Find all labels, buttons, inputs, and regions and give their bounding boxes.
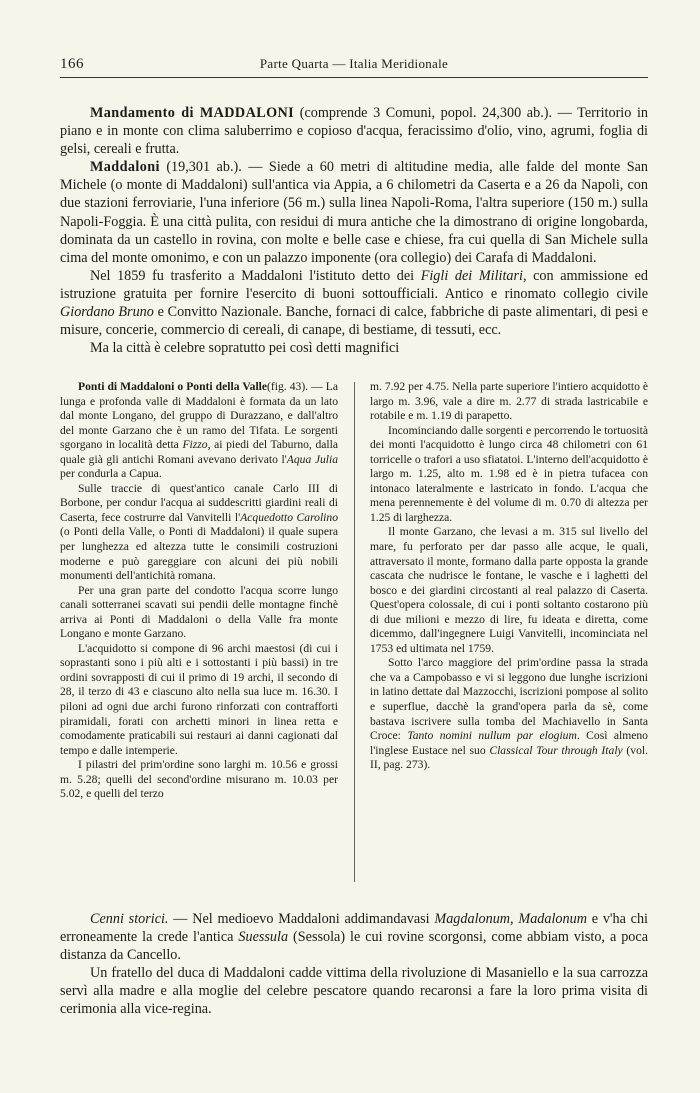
left-paragraph-3: Per una gran parte del condotto l'acqua scorre lungo canali sotterranei scavati sui pendii delle montagne finchè arriva ai Ponti di Maddaloni o della Valle fra monte Longano e monte Garzano. [60, 583, 338, 641]
page-header [60, 56, 648, 78]
column-divider [354, 382, 355, 882]
paragraph-mandamento: Mandamento di MADDALONI (comprende 3 Comuni, popol. 24,300 ab.). — Territorio in piano e in monte con clima saluberrimo e copioso d'acqua, feracissimo d'olio, vino, agrumi, foglia di gelsi, cereali e frutta. [60, 105, 648, 158]
intro-text [60, 104, 648, 357]
paragraph-masaniello: Un fratello del duca di Maddaloni cadde vittima della rivoluzione di Masaniello e la sua carrozza servì alla madre e alla moglie del celebre pescatore quando recaronsi a fare la loro prima visita di cerimonia alla vice-regina. [60, 965, 648, 1018]
page-number: 166 [60, 56, 84, 72]
paragraph-istituto: Nel 1859 fu trasferito a Maddaloni l'istituto detto dei Figli dei Militari, con ammissione ed istruzione gratuita per fornire l'esercito di buoni sottoufficiali. Antico e rinomato collegio civile Giordano Bruno e Convitto Nazionale. Banche, fornaci di calce, fabbriche di paste alimentari, di pesi e misure, concerie, commercio di cereali, di canape, di bestiame, di tessuti, ecc. [60, 267, 649, 339]
paragraph-maddaloni: Maddaloni (19,301 ab.). — Siede a 60 metri di altitudine media, alle falde del monte San Michele (o monte di Maddaloni) sull'antica via Appia, a 6 chilometri da Caserta e a 26 da Napoli, con due stazioni ferroviarie, l'una inferiore (56 m.) sulla linea Napoli-Roma, l'altra superiore (150 m.) sulla Napoli-Foggia. È una città pulita, con residui di mura antiche che la dimostrano di origine longobarda, dominata da un castello in rovina, con molte e belle case e chiese, fra cui quella di San Michele sulla cima del monte omonimo, e con un palazzo imponente (ora collegio) dei Carafa di Maddaloni. [60, 159, 648, 266]
right-column [370, 380, 648, 885]
closing-text [60, 910, 648, 1019]
left-paragraph-4: L'acquidotto si compone di 96 archi maestosi (di cui i soprastanti sono i più alti e i sottostanti i più bassi) in tre ordini sovrapposti di cui il primo di 19 archi, il secondo di 28, il terzo di 43 e ciascuno alto nella sua luce m. 16.30. I piloni ad ogni due archi furono rinforzati con contrafforti piramidali, forati con archetti minori in linea retta e comodamente praticabili sui restauri ai danni cagionati dal tempo e dalle intemperie. [60, 641, 338, 757]
paragraph-cenni-storici: Cenni storici. — Nel medioevo Maddaloni addimandavasi Magdalonum, Madalonum e v'ha chi erroneamente la crede l'antica Suessula (Sessola) le cui rovine scorgonsi, come abbiam visto, a poca distanza da Cancello. [60, 911, 649, 964]
right-paragraph-2: Incominciando dalle sorgenti e percorrendo le tortuosità dei monti l'acquidotto è lungo circa 48 chilometri con 61 torricelle o trafori a uso sfiatatoi. L'interno dell'acquidotto è largo m. 1.25, alto m. 1.98 ed è in pietra tufacea con intonaco lateralmente e lastricato in fondo. L'acqua che mena perennemente è del volume di m. 0.70 di altezza per 1.25 di larghezza. [370, 423, 648, 524]
right-paragraph-4: Sotto l'arco maggiore del prim'ordine passa la strada che va a Campobasso e vi si leggono due lunghe iscrizioni in latino dettate dal Mazzocchi, iscrizioni pompose al solito e superflue, dacchè la grand'opera parla da sè, come bastava iscrivere sulla tomba del Machiavello in Santa Croce: Tanto nomini nullum par elogium. Così almeno l'inglese Eustace nel suo Classical Tour through Italy (vol. II, pag. 273). [370, 656, 648, 772]
left-column [60, 380, 338, 885]
left-paragraph-1: Ponti di Maddaloni o Ponti della Valle(fig. 43). — La lunga e profonda valle di Maddaloni è formata da un lato dal monte Longano, del gruppo di Durazzano, e dall'altro del monte Garzano che è un ramo del Tifata. Le sorgenti sgorgano in località detta Fizzo, ai piedi del Taburno, dalla quale già gli antichi Romani avevano derivato l'Aqua Julia per condurla a Capua. [60, 380, 339, 481]
left-paragraph-2: Sulle traccie di quest'antico canale Carlo III di Borbone, per condur l'acqua ai suddescritti giardini reali di Caserta, fece costrurre dal Vanvitelli l'Acquedotto Carolino (o Ponti della Valle, o Ponti di Maddaloni) il quale supera per lunghezza ed altezza tutte le consimili costruzioni moderne e può gareggiare con alcuni dei più nobili monumenti dell'antichità romana. [60, 481, 338, 583]
right-paragraph-3: Il monte Garzano, che levasi a m. 315 sul livello del mare, fu perforato per dar passo alle acque, le quali, attraversato il monte, formano dalla parte opposta la grande cascata che nudrisce le fontane, le vasche e i laghetti del bosco e dei giardini circostanti al real palazzo di Caserta. Quest'opera colossale, di cui i ponti soltanto costarono più di due milioni e mezzo di lire, fu ideata e diretta, come dicemmo, dall'ingegnere Luigi Vanvitelli, incominciata nel 1753 ed ultimata nel 1759. [370, 525, 648, 655]
right-paragraph-1: m. 7.92 per 4.75. Nella parte superiore l'intiero acquidotto è largo m. 3.96, vale a dire m. 2.77 di strada lastricabile e rotabile e m. 1.19 di parapetto. [370, 380, 648, 423]
paragraph-magnifici: Ma la città è celebre sopratutto pei così detti magnifici [90, 340, 400, 357]
two-column-section [60, 380, 648, 885]
running-head: Parte Quarta — Italia Meridionale [259, 56, 449, 71]
left-paragraph-5: I pilastri del prim'ordine sono larghi m. 10.56 e grossi m. 5.28; quelli del second'ordine misurano m. 10.03 per 5.02, e quelli del terzo [60, 758, 338, 801]
